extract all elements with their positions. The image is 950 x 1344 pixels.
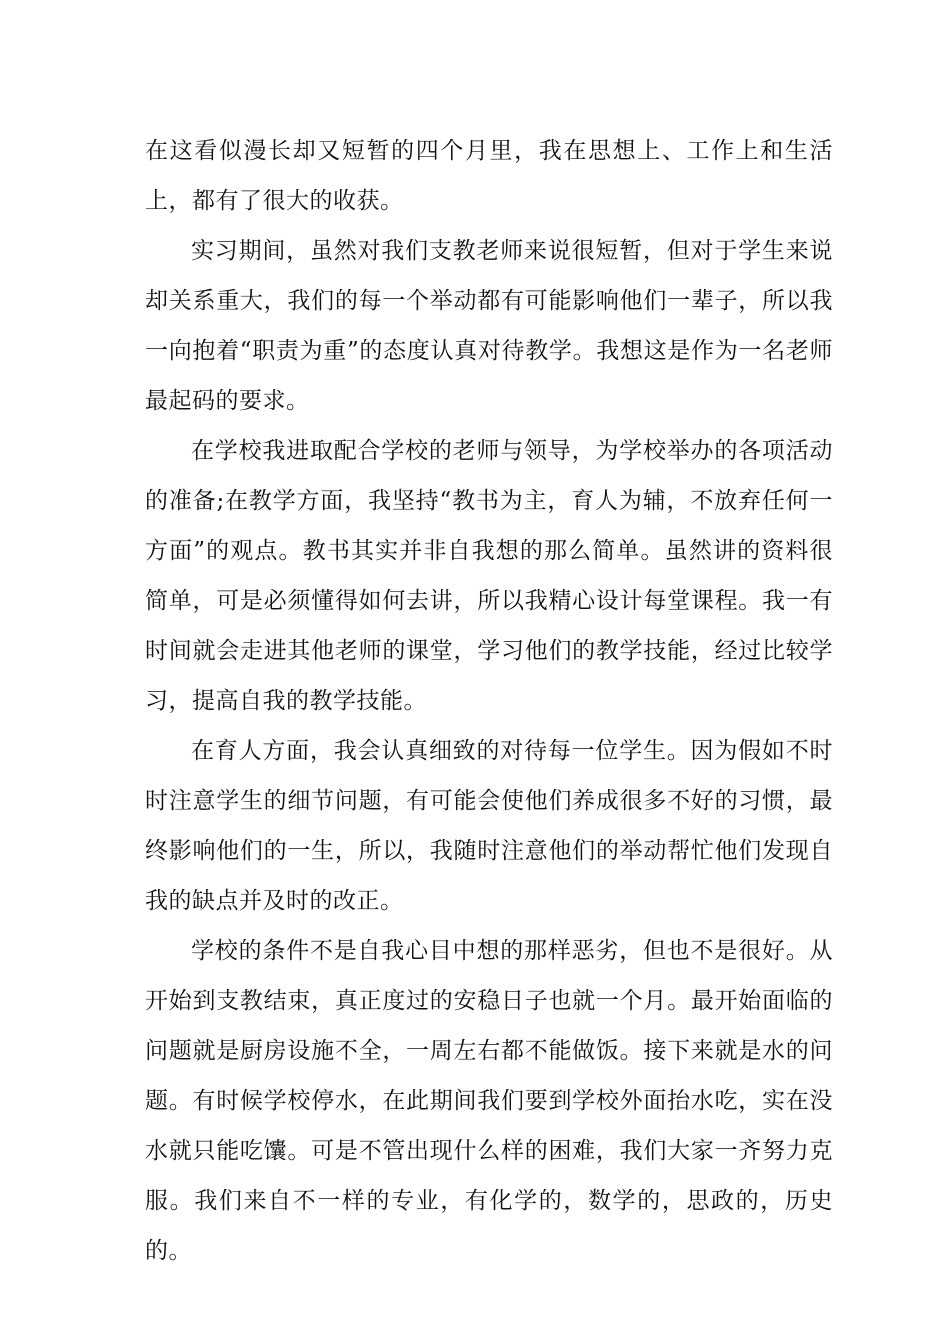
document-body: [145, 126, 833, 1276]
paragraph-5: 学校的条件不是自我心目中想的那样恶劣，但也不是很好。从开始到支教结束，真正度过的安稳日子也就一个月。最开始面临的问题就是厨房设施不全，一周左右都不能做饭。接下来就是水的问题。有时候学校停水，在此期间我们要到学校外面抬水吃，实在没水就只能吃馕。可是不管出现什么样的困难，我们大家一齐努力克服。我们来自不一样的专业，有化学的，数学的，思政的，历史的。: [145, 938, 833, 1264]
paragraph-4: 在育人方面，我会认真细致的对待每一位学生。因为假如不时时注意学生的细节问题，有可能会使他们养成很多不好的习惯，最终影响他们的一生，所以，我随时注意他们的举动帮忙他们发现自我的缺点并及时的改正。: [145, 738, 833, 914]
paragraph-3: 在学校我进取配合学校的老师与领导，为学校举办的各项活动的准备;在教学方面，我坚持“教书为主，育人为辅，不放弃任何一方面”的观点。教书其实并非自我想的那么简单。虽然讲的资料很简单，可是必须懂得如何去讲，所以我精心设计每堂课程。我一有时间就会走进其他老师的课堂，学习他们的教学技能，经过比较学习，提高自我的教学技能。: [145, 438, 833, 714]
paragraph-1: 在这看似漫长却又短暂的四个月里，我在思想上、工作上和生活上，都有了很大的收获。: [145, 138, 833, 214]
paragraph-2: 实习期间，虽然对我们支教老师来说很短暂，但对于学生来说却关系重大，我们的每一个举动都有可能影响他们一辈子，所以我一向抱着“职责为重”的态度认真对待教学。我想这是作为一名老师最起码的要求。: [145, 238, 833, 414]
